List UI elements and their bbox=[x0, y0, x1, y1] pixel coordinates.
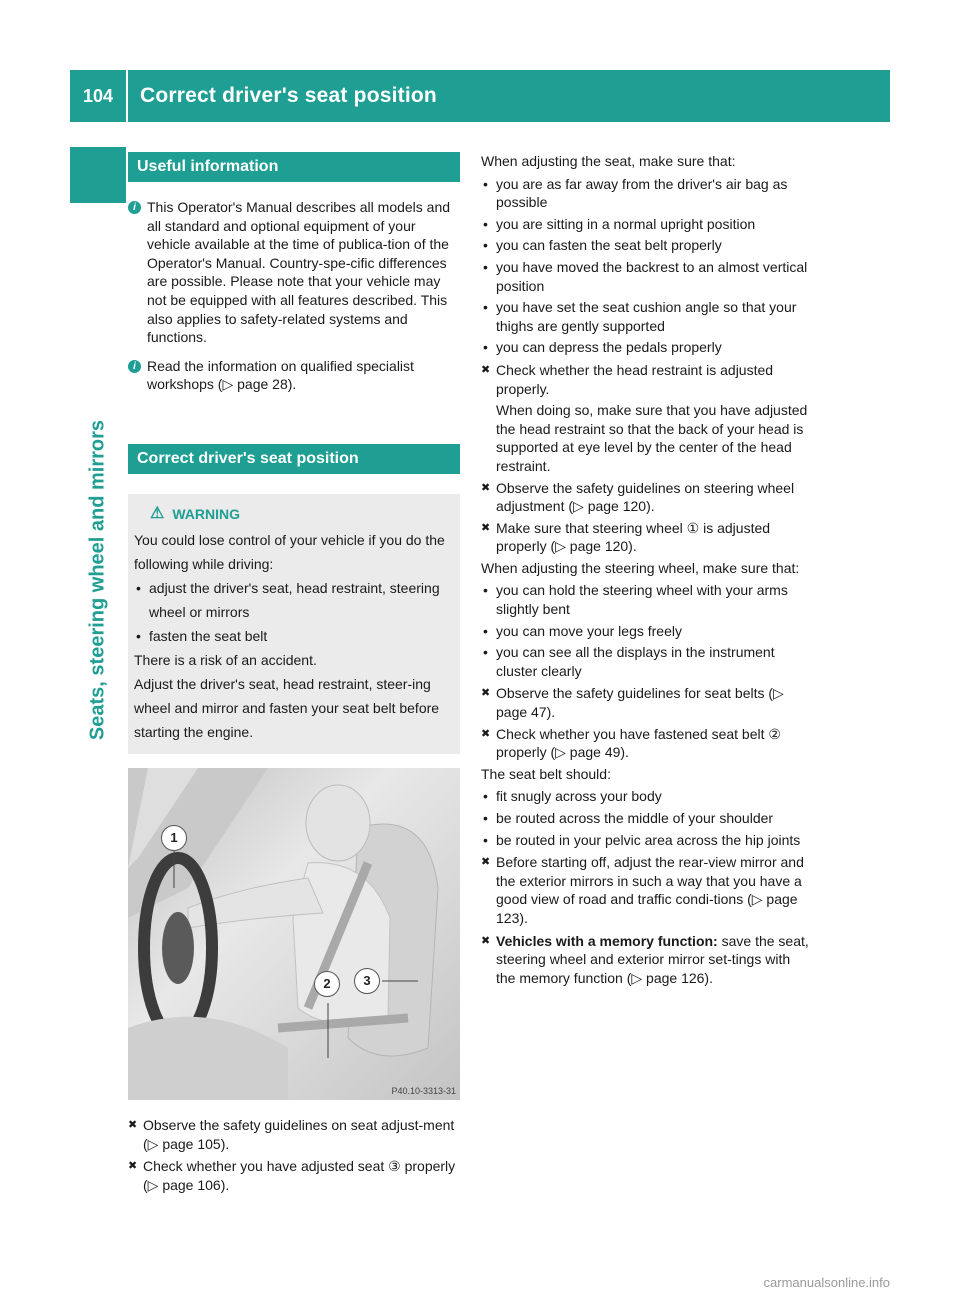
step-arrow-icon: ✖ bbox=[128, 1160, 138, 1173]
instruction-step: ✖ Check whether you have fastened seat belt ② properly (▷ page 49). bbox=[481, 725, 781, 761]
info-icon: i bbox=[128, 201, 141, 214]
watermark[interactable]: carmanualsonline.info bbox=[763, 1275, 890, 1290]
list-item: • you are sitting in a normal upright position bbox=[481, 215, 813, 234]
list-item: • fasten the seat belt bbox=[134, 624, 454, 648]
wheel-checklist bbox=[481, 581, 813, 680]
header-divider bbox=[126, 70, 128, 122]
warning-list bbox=[134, 576, 454, 648]
callout-seat-belt: 2 bbox=[314, 971, 340, 997]
step-arrow-icon: ✖ bbox=[481, 363, 491, 376]
callout-steering-wheel: 1 bbox=[161, 825, 187, 851]
side-tab-marker bbox=[70, 147, 126, 203]
warning-risk: There is a risk of an accident. bbox=[134, 651, 317, 668]
warning-intro: You could lose control of your vehicle if you do the following while driving: bbox=[134, 531, 445, 572]
step-arrow-icon: ✖ bbox=[481, 934, 491, 947]
step-arrow-icon: ✖ bbox=[481, 687, 491, 700]
step-detail: When doing so, make sure that you have adjusted the head restraint so that the back of your head is supported at eye level by the center of the head restraint. bbox=[496, 402, 808, 474]
driver-illustration-drawing bbox=[128, 768, 460, 1100]
info-note-text: This Operator's Manual describes all models and all standard and optional equipment of your vehicle available at the time of publica-tion of the Operator's Manual. Country-spe-cific differences are possible. Please note that your vehicle may not be equipped with all features described. This also applies to safety-related systems and functions. bbox=[147, 199, 451, 346]
list-item: • you can fasten the seat belt properly bbox=[481, 236, 813, 255]
instruction-step: ✖ Vehicles with a memory function: save the seat, steering wheel and exterior mirror set-tings with the memory function (▷ page 126). bbox=[481, 932, 809, 986]
info-icon: i bbox=[128, 360, 141, 373]
instruction-step: ✖ Observe the safety guidelines on seat adjust-ment (▷ page 105). bbox=[128, 1116, 455, 1152]
step-arrow-icon: ✖ bbox=[128, 1118, 138, 1131]
warning-advice: Adjust the driver's seat, head restraint, steer-ing wheel and mirror and fasten your seat belt before starting the engine. bbox=[134, 675, 440, 740]
list-item: • you are as far away from the driver's air bag as possible bbox=[481, 175, 813, 212]
left-column bbox=[128, 152, 460, 1194]
list-item: • you can hold the steering wheel with your arms slightly bent bbox=[481, 581, 813, 618]
warning-header bbox=[150, 504, 454, 524]
warning-label: WARNING bbox=[172, 505, 241, 522]
step-arrow-icon: ✖ bbox=[481, 727, 491, 740]
info-note bbox=[128, 198, 460, 347]
list-item: • you can see all the displays in the instrument cluster clearly bbox=[481, 643, 813, 680]
instruction-step: ✖ Make sure that steering wheel ① is adjusted properly (▷ page 120). bbox=[481, 519, 771, 555]
seat-checklist bbox=[481, 175, 813, 357]
step-bold-lead: Vehicles with a memory function: bbox=[496, 932, 718, 949]
instruction-step: ✖ Check whether the head restraint is adjusted properly. When doing so, make sure that you have adjusted the head restraint so that the back of your head is supported at eye level by the center of the head restraint. bbox=[481, 361, 813, 476]
right-column bbox=[481, 152, 813, 987]
page-title: Correct driver's seat position bbox=[140, 84, 437, 107]
list-item: • you have moved the backrest to an almost vertical position bbox=[481, 258, 813, 295]
callout-seat: 3 bbox=[354, 968, 380, 994]
instruction-step: ✖ Check whether you have adjusted seat ③ properly (▷ page 106). bbox=[128, 1158, 456, 1193]
list-item: • you have set the seat cushion angle so that your thighs are gently supported bbox=[481, 298, 813, 335]
step-arrow-icon: ✖ bbox=[481, 856, 491, 869]
instruction-step: ✖ Before starting off, adjust the rear-view mirror and the exterior mirrors in such a way that you have a good view of road and traffic condi-tions (▷ page 123). bbox=[481, 854, 804, 926]
list-item: • be routed across the middle of your shoulder bbox=[481, 809, 813, 828]
list-item: • you can move your legs freely bbox=[481, 622, 813, 641]
section-heading-useful-information: Useful information bbox=[128, 152, 460, 182]
section-heading-seat-position: Correct driver's seat position bbox=[128, 444, 460, 474]
driver-seat-illustration bbox=[128, 768, 460, 1100]
belt-checklist bbox=[481, 787, 813, 849]
warning-triangle-icon: ⚠ bbox=[150, 504, 165, 522]
figure-code: P40.10-3313-31 bbox=[391, 1085, 456, 1096]
step-arrow-icon: ✖ bbox=[481, 481, 491, 494]
step-arrow-icon: ✖ bbox=[481, 521, 491, 534]
list-item: • adjust the driver's seat, head restraint, steering wheel or mirrors bbox=[134, 576, 454, 624]
page-number: 104 bbox=[82, 85, 114, 106]
info-note bbox=[128, 357, 460, 394]
list-item: • you can depress the pedals properly bbox=[481, 338, 813, 357]
wheel-intro: When adjusting the steering wheel, make sure that: bbox=[481, 559, 800, 576]
seat-intro: When adjusting the seat, make sure that: bbox=[481, 153, 736, 169]
belt-intro: The seat belt should: bbox=[481, 765, 611, 782]
list-item: • be routed in your pelvic area across the hip joints bbox=[481, 831, 813, 850]
info-note-text: Read the information on qualified specialist workshops (▷ page 28). bbox=[147, 357, 414, 393]
list-item: • fit snugly across your body bbox=[481, 787, 813, 806]
instruction-step: ✖ Observe the safety guidelines for seat belts (▷ page 47). bbox=[481, 685, 784, 721]
side-tab-label: Seats, steering wheel and mirrors bbox=[86, 419, 109, 741]
warning-box bbox=[128, 494, 460, 754]
instruction-step: ✖ Observe the safety guidelines on steering wheel adjustment (▷ page 120). bbox=[481, 479, 795, 515]
